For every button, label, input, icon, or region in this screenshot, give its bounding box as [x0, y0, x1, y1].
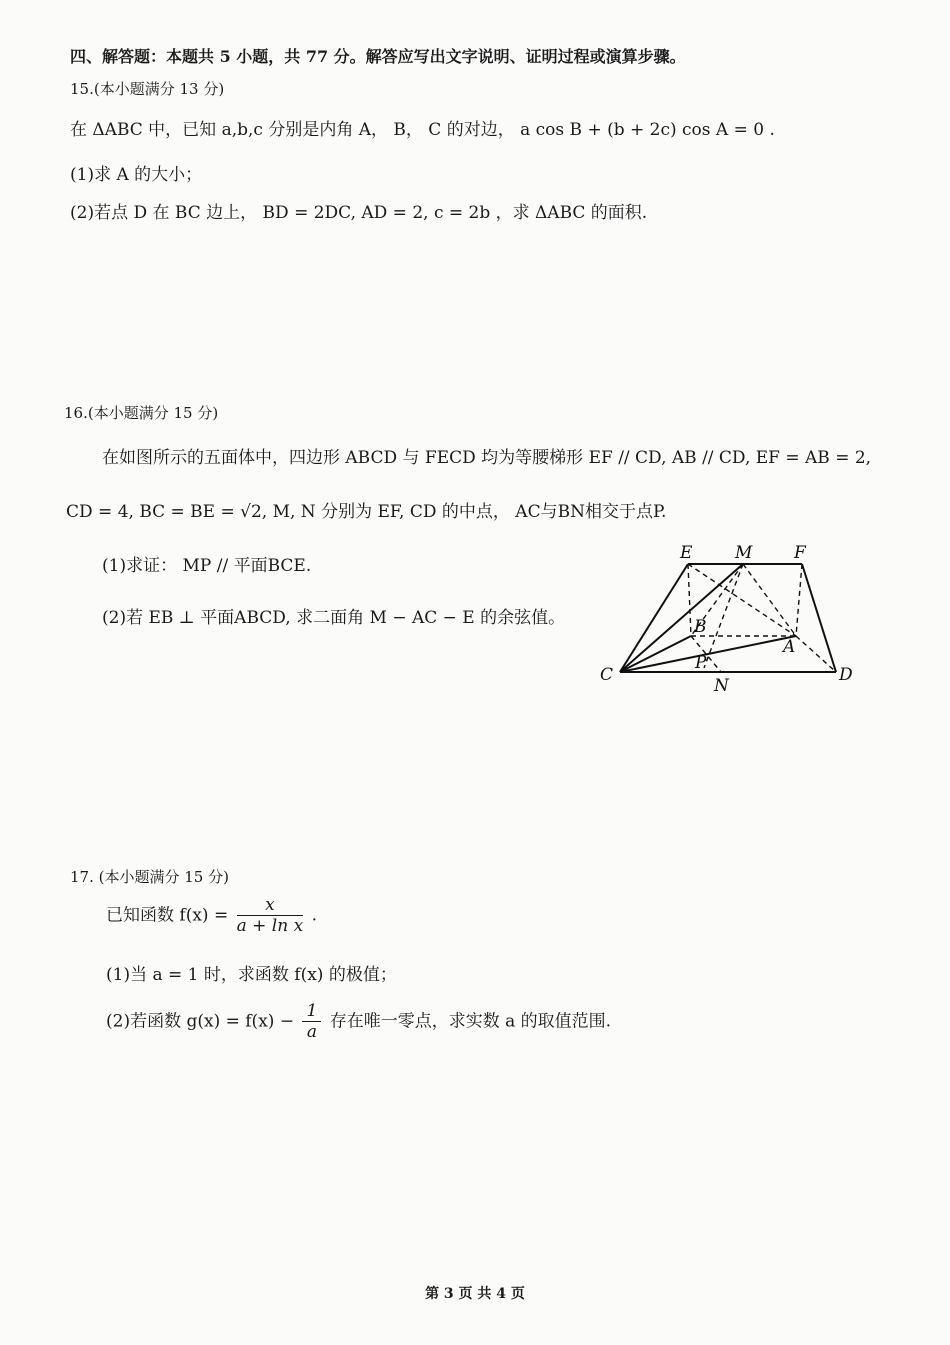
label-M: M [735, 543, 753, 563]
q17-stem-prefix: 已知函数 f(x) = [106, 905, 229, 926]
section-header: 四、解答题：本题共 5 小题，共 77 分。解答应写出文字说明、证明过程或演算步骤。 [70, 47, 686, 66]
q15-title: 15.(本小题满分 13 分) [70, 80, 225, 98]
q17-part2-fraction-num: 1 [302, 1001, 321, 1022]
q17-part1: (1)当 a = 1 时，求函数 f(x) 的极值； [106, 965, 397, 985]
q16-part2: (2)若 EB ⊥ 平面ABCD, 求二面角 M − AC − E 的余弦值。 [102, 608, 566, 628]
q15-stem: 在 ΔABC 中，已知 a,b,c 分别是内角 A， B， C 的对边， a cos B + (b + 2c) cos A = 0 . [70, 120, 775, 140]
q17-stem-suffix: . [311, 905, 317, 926]
q17-part2-suffix: 存在唯一零点，求实数 a 的取值范围. [329, 1011, 612, 1032]
label-N: N [714, 676, 729, 696]
q17-part2-prefix: (2)若函数 g(x) = f(x) − [106, 1011, 295, 1032]
edge-CA [620, 636, 796, 672]
label-B: B [694, 617, 707, 637]
page-footer: 第 3 页 共 4 页 [425, 1286, 525, 1302]
label-C: C [600, 665, 614, 685]
edge-EB [688, 564, 691, 636]
edge-FA [796, 564, 802, 636]
q17-part2-fraction [302, 1001, 321, 1042]
q16-stem-line2: CD = 4, BC = BE = √2, M, N 分别为 EF, CD 的中点， AC与BN相交于点P. [66, 502, 667, 522]
edge-CM [620, 564, 743, 672]
q17-fraction-num: x [237, 895, 304, 916]
q16-title: 16.(本小题满分 15 分) [64, 404, 219, 422]
label-A: A [783, 637, 796, 657]
edge-MA [743, 564, 796, 636]
q17-fraction-den: a + ln x [236, 916, 304, 936]
figure-solid-edges [620, 564, 836, 672]
q17-part2-fraction-den: a [306, 1022, 317, 1042]
q16-part1: (1)求证： MP // 平面BCE. [102, 556, 312, 576]
q17-title: 17. (本小题满分 15 分) [70, 868, 229, 886]
label-P: P [695, 653, 707, 673]
edge-MP [704, 564, 743, 668]
q15-part1: (1)求 A 的大小； [70, 165, 203, 185]
figure-dashed-edges [688, 564, 836, 672]
pentahedron-figure [596, 540, 866, 700]
label-F: F [794, 543, 806, 563]
q17-part2 [106, 1001, 611, 1042]
q17-stem [106, 895, 317, 936]
label-E: E [680, 543, 693, 563]
q17-fraction [237, 895, 304, 936]
q16-stem-line1: 在如图所示的五面体中，四边形 ABCD 与 FECD 均为等腰梯形 EF // CD, AB // CD, EF = AB = 2, [102, 448, 872, 468]
q15-part2: (2)若点 D 在 BC 边上， BD = 2DC, AD = 2, c = 2b ，求 ΔABC 的面积. [70, 203, 648, 223]
label-D: D [839, 665, 853, 685]
